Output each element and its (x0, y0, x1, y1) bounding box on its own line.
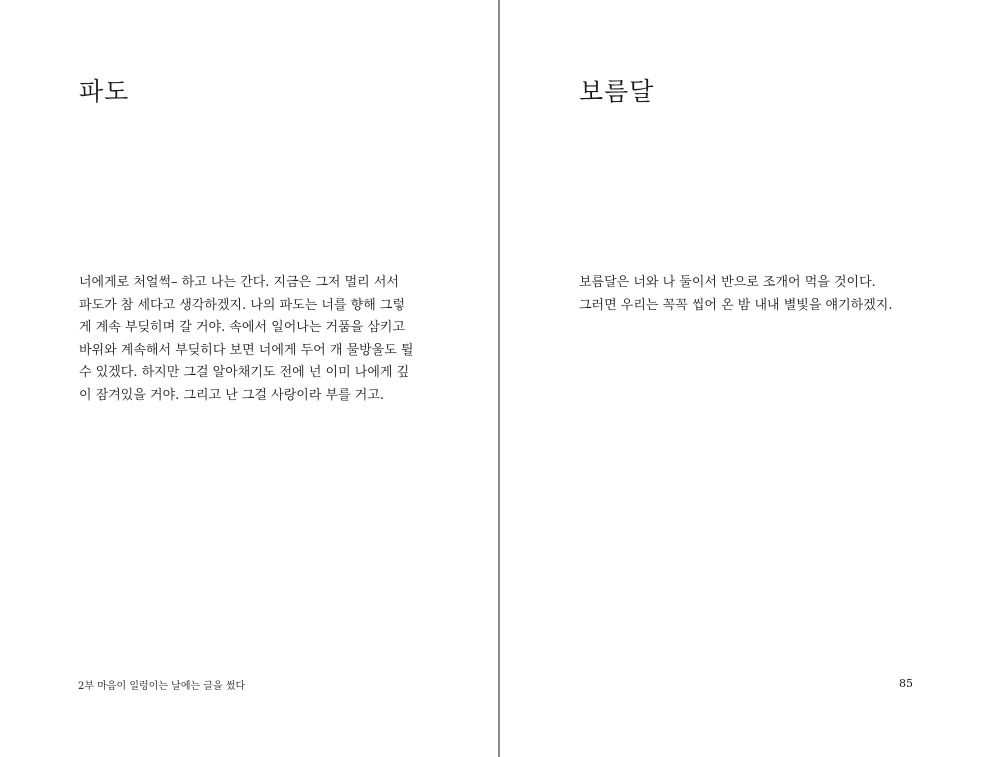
body-line: 보름달은 너와 나 둘이서 반으로 조개어 먹을 것이다. (579, 275, 876, 290)
body-line: 너에게로 처얼썩– 하고 나는 간다. 지금은 그저 멀리 서서 (79, 275, 399, 290)
right-page-body (579, 272, 919, 317)
right-page (501, 0, 1000, 757)
body-line: 바위와 계속해서 부딪히다 보면 너에게 두어 개 물방울도 튈 (79, 342, 414, 358)
body-line: 이 잠겨있을 거야. 그리고 난 그걸 사랑이라 부를 거고. (79, 387, 385, 403)
left-page-title: 파도 (79, 77, 130, 106)
body-line: 게 계속 부딪히며 갈 거야. 속에서 일어나는 거품을 삼키고 (79, 320, 406, 335)
book-gutter-divider (498, 0, 500, 757)
body-line: 그러면 우리는 꼭꼭 씹어 온 밤 내내 별빛을 얘기하겠지. (579, 297, 893, 313)
body-line: 수 있겠다. 하지만 그걸 알아채기도 전에 넌 이미 나에게 깊 (79, 365, 410, 380)
body-line: 파도가 참 세다고 생각하겠지. 나의 파도는 너를 향해 그렇 (79, 297, 406, 313)
running-footer: 2부 마음이 일렁이는 날에는 글을 썼다 (78, 681, 246, 692)
right-page-title: 보름달 (579, 77, 655, 106)
page-number: 85 (899, 677, 913, 690)
left-page (0, 0, 499, 757)
left-page-body (79, 272, 419, 407)
